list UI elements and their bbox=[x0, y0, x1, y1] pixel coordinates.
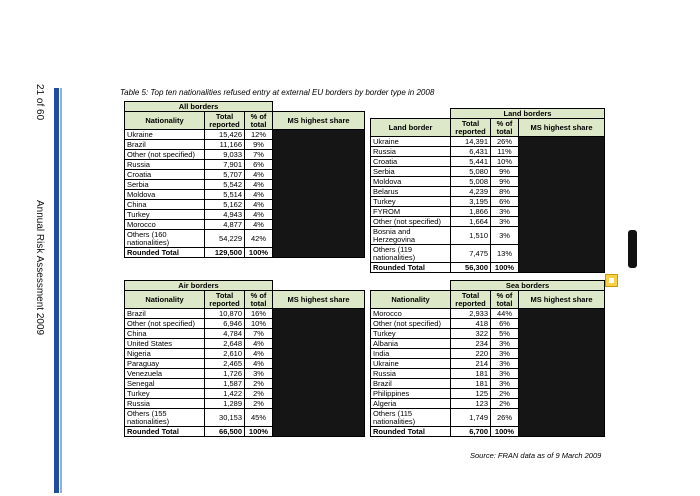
col-header-nationality: Nationality bbox=[125, 112, 205, 130]
nationality-cell: Morocco bbox=[125, 220, 205, 230]
total-cell: 11,166 bbox=[205, 140, 245, 150]
table-air-borders bbox=[124, 280, 365, 437]
pct-cell: 5% bbox=[491, 329, 519, 339]
pct-cell: 9% bbox=[491, 167, 519, 177]
pct-cell: 6% bbox=[245, 160, 273, 170]
nationality-cell: Others (160 nationalities) bbox=[125, 230, 205, 248]
pct-cell: 42% bbox=[245, 230, 273, 248]
nationality-cell: Senegal bbox=[125, 379, 205, 389]
total-cell: 5,441 bbox=[451, 157, 491, 167]
pct-cell: 4% bbox=[245, 220, 273, 230]
nationality-cell: India bbox=[371, 349, 451, 359]
report-title: Annual Risk Assessment 2009 bbox=[34, 200, 45, 336]
total-cell: 1,587 bbox=[205, 379, 245, 389]
total-cell: 15,426 bbox=[205, 130, 245, 140]
pct-cell: 4% bbox=[245, 180, 273, 190]
total-cell: 4,877 bbox=[205, 220, 245, 230]
nationality-cell: Russia bbox=[125, 399, 205, 409]
pct-cell: 16% bbox=[245, 309, 273, 319]
nationality-cell: Turkey bbox=[371, 197, 451, 207]
total-cell: 1,422 bbox=[205, 389, 245, 399]
total-cell: 5,514 bbox=[205, 190, 245, 200]
nationality-cell: Turkey bbox=[125, 210, 205, 220]
total-cell: 234 bbox=[451, 339, 491, 349]
nationality-cell: Brazil bbox=[371, 379, 451, 389]
margin-bar-light bbox=[60, 88, 62, 493]
nationality-cell: Albania bbox=[371, 339, 451, 349]
total-cell: 4,239 bbox=[451, 187, 491, 197]
pct-cell: 4% bbox=[245, 359, 273, 369]
pct-cell: 2% bbox=[491, 389, 519, 399]
nationality-cell: Other (not specified) bbox=[125, 319, 205, 329]
total-cell: 5,707 bbox=[205, 170, 245, 180]
group-header: All borders bbox=[125, 102, 273, 112]
pct-cell: 4% bbox=[245, 200, 273, 210]
nationality-cell: Philippines bbox=[371, 389, 451, 399]
total-cell: 181 bbox=[451, 379, 491, 389]
nationality-cell: Turkey bbox=[125, 389, 205, 399]
col-header-pct: % of total bbox=[491, 119, 519, 137]
pct-cell: 4% bbox=[245, 339, 273, 349]
total-cell: 5,542 bbox=[205, 180, 245, 190]
total-cell: 1,664 bbox=[451, 217, 491, 227]
total-cell: 5,080 bbox=[451, 167, 491, 177]
total-cell: 5,162 bbox=[205, 200, 245, 210]
margin-bar bbox=[54, 88, 59, 493]
nationality-cell: Russia bbox=[125, 160, 205, 170]
nationality-cell: Russia bbox=[371, 147, 451, 157]
pct-cell: 12% bbox=[245, 130, 273, 140]
nationality-cell: Serbia bbox=[125, 180, 205, 190]
pct-cell: 9% bbox=[491, 177, 519, 187]
nationality-cell: Others (115 nationalities) bbox=[371, 409, 451, 427]
group-header: Land borders bbox=[451, 109, 605, 119]
total-total-pct: 100% bbox=[491, 427, 519, 437]
nationality-cell: Croatia bbox=[371, 157, 451, 167]
total-total-pct: 100% bbox=[491, 263, 519, 273]
total-cell: 322 bbox=[451, 329, 491, 339]
redacted-ms-share bbox=[273, 309, 365, 437]
nationality-cell: Brazil bbox=[125, 140, 205, 150]
total-cell: 123 bbox=[451, 399, 491, 409]
nationality-cell: Turkey bbox=[371, 329, 451, 339]
table-row bbox=[125, 130, 365, 140]
nationality-cell: Venezuela bbox=[125, 369, 205, 379]
table-row bbox=[371, 137, 605, 147]
redacted-ms-share bbox=[519, 137, 605, 273]
total-cell: 9,033 bbox=[205, 150, 245, 160]
nationality-cell: Ukraine bbox=[371, 137, 451, 147]
nationality-cell: Other (not specified) bbox=[371, 217, 451, 227]
pct-cell: 3% bbox=[491, 207, 519, 217]
col-header-ms: MS highest share bbox=[519, 119, 605, 137]
pct-cell: 3% bbox=[245, 369, 273, 379]
pct-cell: 26% bbox=[491, 137, 519, 147]
nationality-cell: Nigeria bbox=[125, 349, 205, 359]
nationality-cell: Others (155 nationalities) bbox=[125, 409, 205, 427]
total-label: Rounded Total bbox=[125, 427, 205, 437]
total-cell: 2,465 bbox=[205, 359, 245, 369]
pct-cell: 4% bbox=[245, 210, 273, 220]
nationality-cell: Algeria bbox=[371, 399, 451, 409]
page-number: 21 of 60 bbox=[34, 84, 45, 121]
nationality-cell: Brazil bbox=[125, 309, 205, 319]
page-tab-marker bbox=[628, 230, 637, 268]
nationality-cell: Russia bbox=[371, 369, 451, 379]
col-header-pct: % of total bbox=[491, 291, 519, 309]
total-cell: 1,510 bbox=[451, 227, 491, 245]
pct-cell: 10% bbox=[491, 157, 519, 167]
col-header-ms: MS highest share bbox=[273, 112, 365, 130]
pct-cell: 8% bbox=[491, 187, 519, 197]
total-total-pct: 100% bbox=[245, 427, 273, 437]
total-cell: 2,933 bbox=[451, 309, 491, 319]
nationality-cell: Other (not specified) bbox=[371, 319, 451, 329]
pct-cell: 6% bbox=[491, 197, 519, 207]
table-sea-borders bbox=[370, 280, 605, 437]
total-total-value: 6,700 bbox=[451, 427, 491, 437]
pct-cell: 3% bbox=[491, 227, 519, 245]
total-cell: 418 bbox=[451, 319, 491, 329]
total-cell: 54,229 bbox=[205, 230, 245, 248]
total-total-value: 66,500 bbox=[205, 427, 245, 437]
pct-cell: 2% bbox=[245, 389, 273, 399]
nationality-cell: Paraguay bbox=[125, 359, 205, 369]
source-note: Source: FRAN data as of 9 March 2009 bbox=[470, 451, 602, 460]
nationality-cell: Serbia bbox=[371, 167, 451, 177]
nationality-cell: Bosnia and Herzegovina bbox=[371, 227, 451, 245]
nationality-cell: Others (119 nationalities) bbox=[371, 245, 451, 263]
redacted-ms-share bbox=[519, 309, 605, 437]
pct-cell: 3% bbox=[491, 349, 519, 359]
col-header-pct: % of total bbox=[245, 291, 273, 309]
sticky-note-icon[interactable] bbox=[605, 274, 618, 287]
pct-cell: 13% bbox=[491, 245, 519, 263]
group-header: Sea borders bbox=[451, 281, 605, 291]
total-total-value: 56,300 bbox=[451, 263, 491, 273]
nationality-cell: Other (not specified) bbox=[125, 150, 205, 160]
nationality-cell: Ukraine bbox=[125, 130, 205, 140]
pct-cell: 2% bbox=[245, 399, 273, 409]
total-cell: 214 bbox=[451, 359, 491, 369]
col-header-pct: % of total bbox=[245, 112, 273, 130]
total-label: Rounded Total bbox=[371, 427, 451, 437]
total-cell: 1,726 bbox=[205, 369, 245, 379]
total-cell: 5,008 bbox=[451, 177, 491, 187]
pct-cell: 11% bbox=[491, 147, 519, 157]
total-cell: 30,153 bbox=[205, 409, 245, 427]
nationality-cell: Belarus bbox=[371, 187, 451, 197]
nationality-cell: Croatia bbox=[125, 170, 205, 180]
pct-cell: 3% bbox=[491, 339, 519, 349]
total-cell: 4,943 bbox=[205, 210, 245, 220]
pct-cell: 45% bbox=[245, 409, 273, 427]
table-all-borders bbox=[124, 101, 365, 258]
pct-cell: 3% bbox=[491, 369, 519, 379]
pct-cell: 44% bbox=[491, 309, 519, 319]
total-cell: 2,648 bbox=[205, 339, 245, 349]
table-row bbox=[371, 309, 605, 319]
pct-cell: 7% bbox=[245, 329, 273, 339]
pct-cell: 3% bbox=[491, 359, 519, 369]
nationality-cell: Morocco bbox=[371, 309, 451, 319]
total-cell: 1,749 bbox=[451, 409, 491, 427]
pct-cell: 7% bbox=[245, 150, 273, 160]
total-label: Rounded Total bbox=[125, 248, 205, 258]
total-cell: 181 bbox=[451, 369, 491, 379]
pct-cell: 3% bbox=[491, 379, 519, 389]
total-cell: 4,784 bbox=[205, 329, 245, 339]
redacted-ms-share bbox=[273, 130, 365, 258]
nationality-cell: China bbox=[125, 329, 205, 339]
total-cell: 14,391 bbox=[451, 137, 491, 147]
col-header-total: Total reported bbox=[205, 291, 245, 309]
pct-cell: 6% bbox=[491, 319, 519, 329]
total-label: Rounded Total bbox=[371, 263, 451, 273]
col-header-nationality: Nationality bbox=[125, 291, 205, 309]
nationality-cell: FYROM bbox=[371, 207, 451, 217]
pct-cell: 9% bbox=[245, 140, 273, 150]
total-cell: 3,195 bbox=[451, 197, 491, 207]
group-header: Air borders bbox=[125, 281, 273, 291]
total-cell: 1,289 bbox=[205, 399, 245, 409]
col-header-total: Total reported bbox=[205, 112, 245, 130]
col-header-nationality: Nationality bbox=[371, 291, 451, 309]
total-total-pct: 100% bbox=[245, 248, 273, 258]
table-row bbox=[125, 309, 365, 319]
total-cell: 7,475 bbox=[451, 245, 491, 263]
nationality-cell: China bbox=[125, 200, 205, 210]
col-header-total: Total reported bbox=[451, 291, 491, 309]
total-cell: 6,431 bbox=[451, 147, 491, 157]
col-header-land-border: Land border bbox=[371, 119, 451, 137]
col-header-ms: MS highest share bbox=[519, 291, 605, 309]
pct-cell: 4% bbox=[245, 170, 273, 180]
col-header-total: Total reported bbox=[451, 119, 491, 137]
total-cell: 10,870 bbox=[205, 309, 245, 319]
nationality-cell: Moldova bbox=[125, 190, 205, 200]
total-cell: 7,901 bbox=[205, 160, 245, 170]
nationality-cell: United States bbox=[125, 339, 205, 349]
total-total-value: 129,500 bbox=[205, 248, 245, 258]
pct-cell: 2% bbox=[491, 399, 519, 409]
table-caption: Table 5: Top ten nationalities refused entry at external EU borders by border type in 2008 bbox=[120, 88, 435, 97]
nationality-cell: Moldova bbox=[371, 177, 451, 187]
pct-cell: 26% bbox=[491, 409, 519, 427]
pct-cell: 3% bbox=[491, 217, 519, 227]
total-cell: 125 bbox=[451, 389, 491, 399]
total-cell: 2,610 bbox=[205, 349, 245, 359]
total-cell: 1,866 bbox=[451, 207, 491, 217]
table-land-borders bbox=[370, 108, 605, 273]
pct-cell: 2% bbox=[245, 379, 273, 389]
pct-cell: 4% bbox=[245, 190, 273, 200]
nationality-cell: Ukraine bbox=[371, 359, 451, 369]
total-cell: 6,946 bbox=[205, 319, 245, 329]
pct-cell: 4% bbox=[245, 349, 273, 359]
col-header-ms: MS highest share bbox=[273, 291, 365, 309]
pct-cell: 10% bbox=[245, 319, 273, 329]
total-cell: 220 bbox=[451, 349, 491, 359]
